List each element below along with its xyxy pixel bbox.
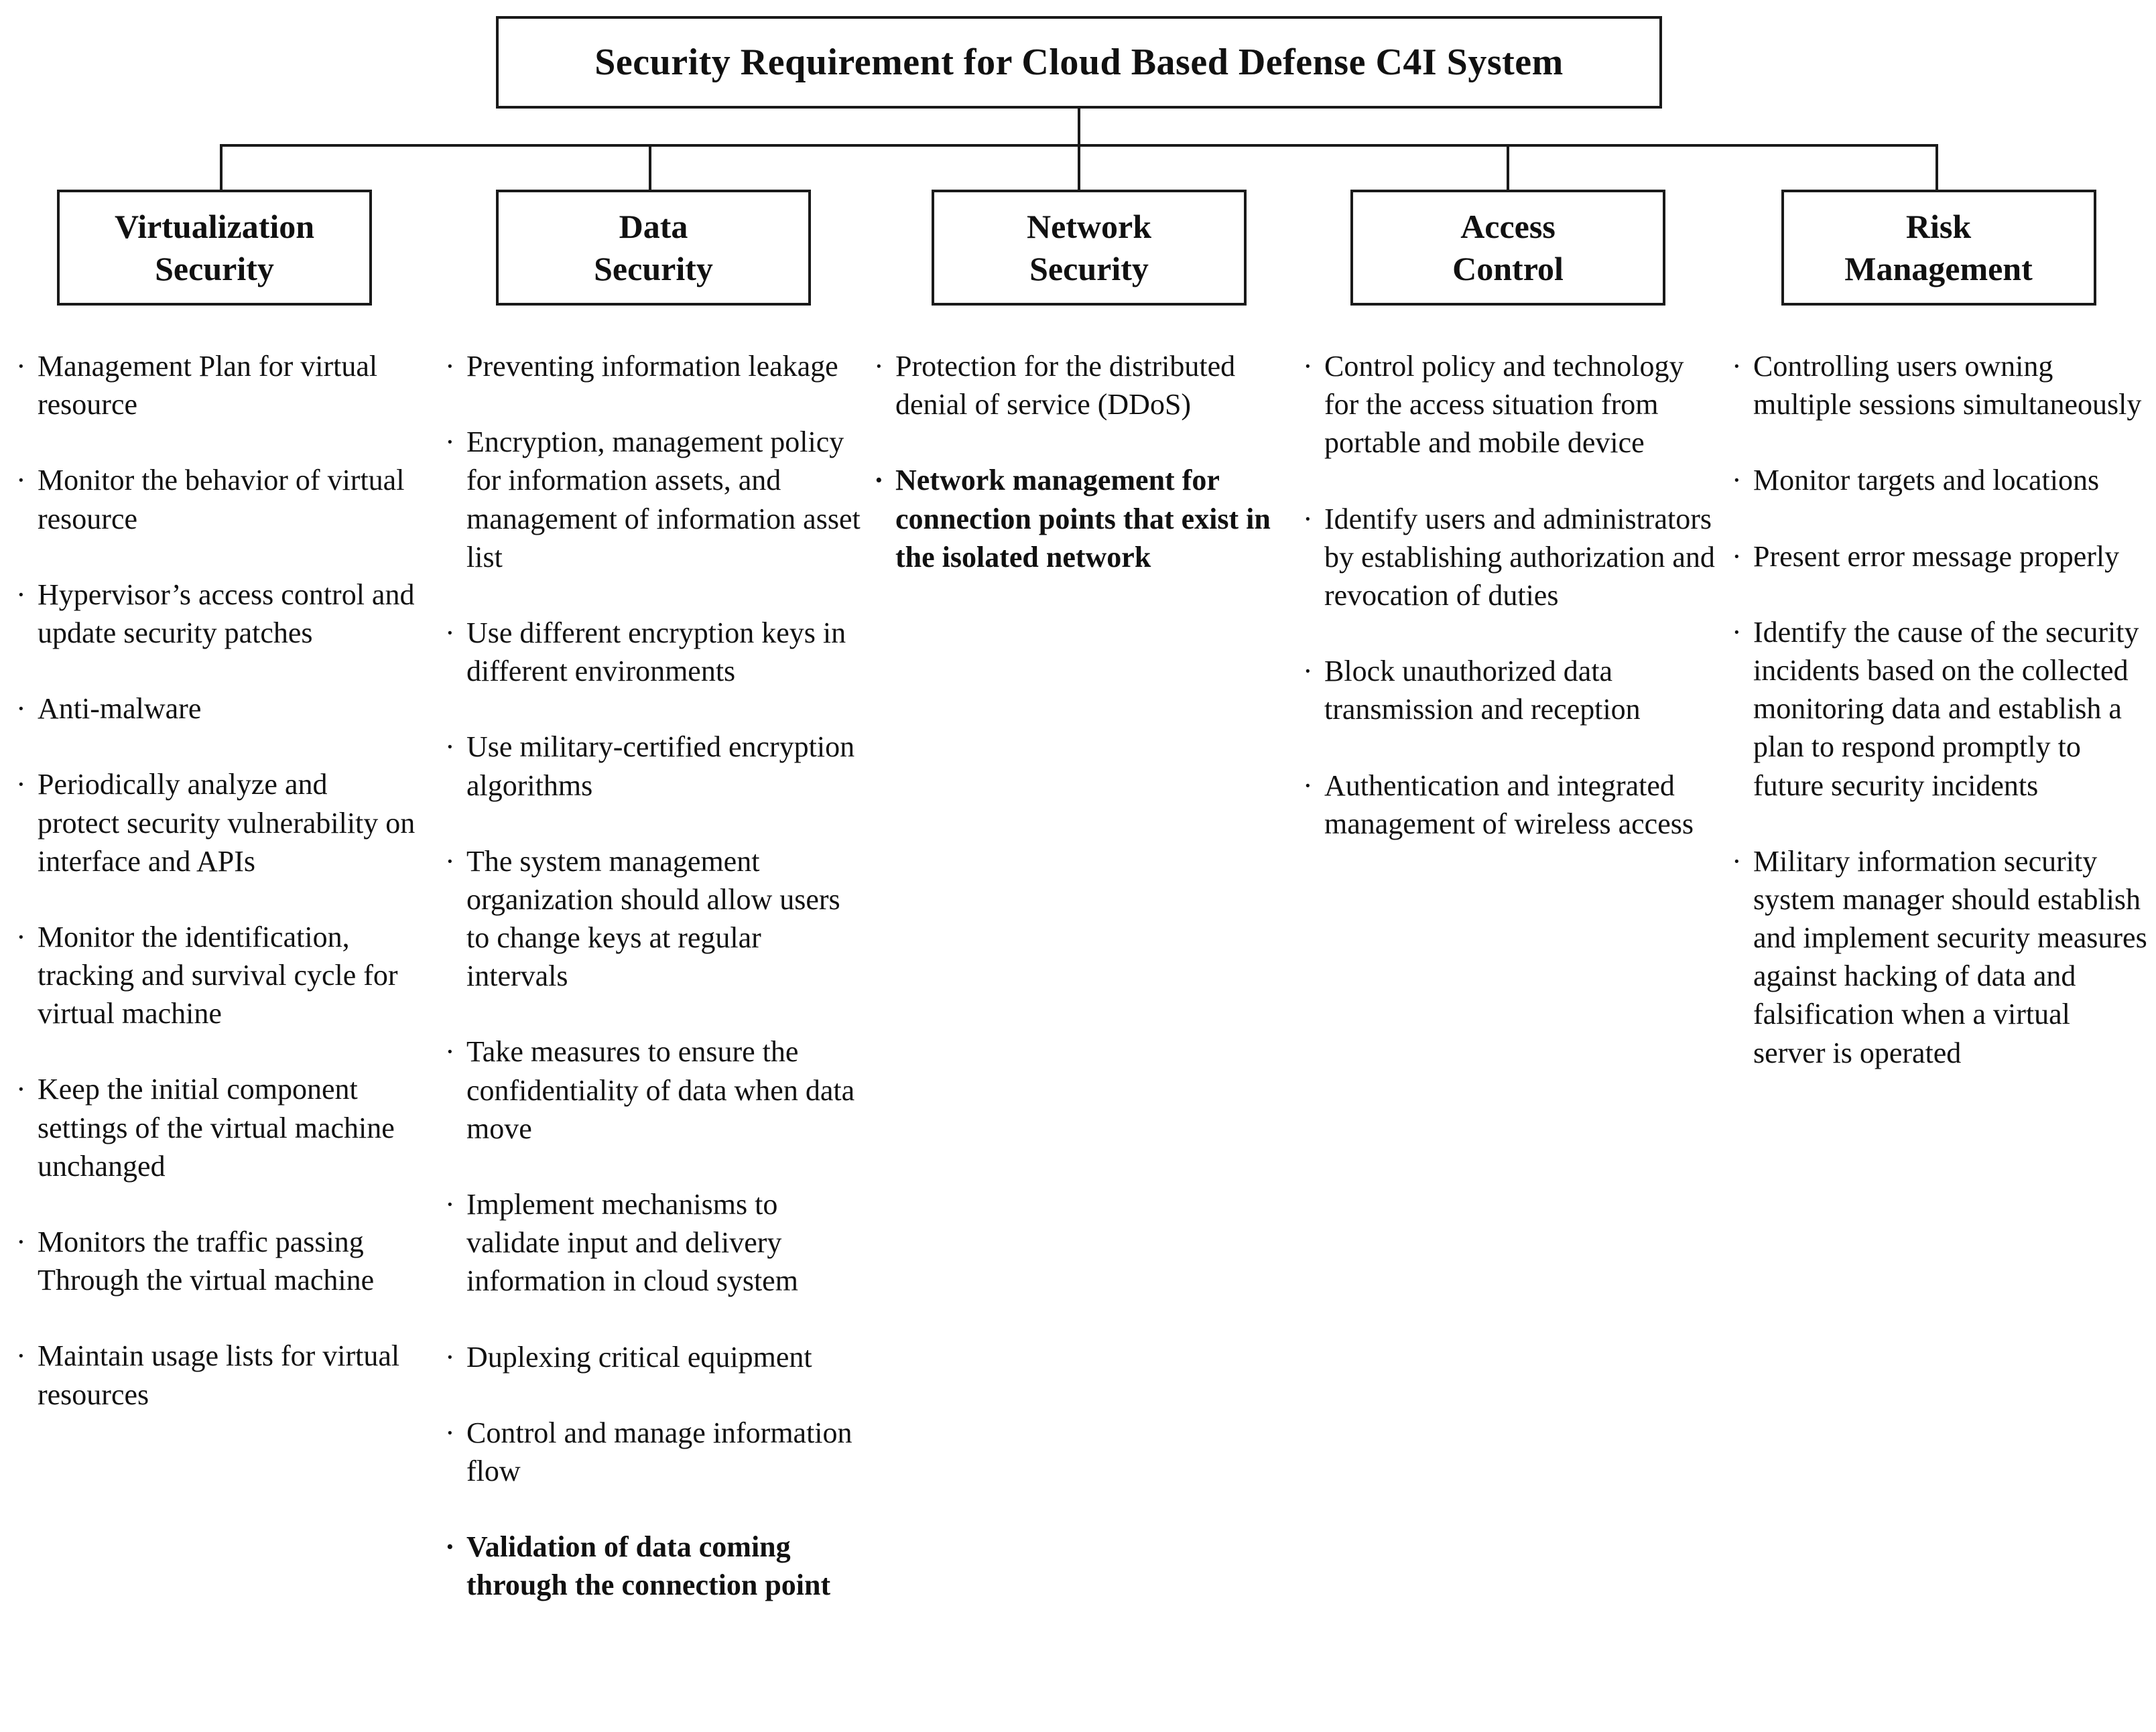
bullet-item: · Present error message properly	[1729, 537, 2148, 576]
header-line: Access	[1460, 208, 1556, 245]
bullet-item-bold: · Validation of data coming through the connection point	[442, 1528, 865, 1604]
connector-stub-network	[1078, 144, 1080, 190]
bullet-item: · Take measures to ensure the confidentiality of data when data move	[442, 1032, 865, 1148]
header-line: Control	[1452, 249, 1564, 287]
column-header-data-security	[496, 190, 811, 306]
column-risk-management	[1729, 190, 2148, 1110]
bullet-item: · Military information security system manager should establish and implement security measures against hacking of data and falsification when a virtual server is operated	[1729, 842, 2148, 1072]
bullet-item: · Duplexing critical equipment	[442, 1338, 865, 1376]
bullet-item: · Controlling users owning multiple sessions simultaneously	[1729, 347, 2148, 423]
bullet-item: · Encryption, management policy for information assets, and management of information asset list	[442, 423, 865, 576]
bullet-list-data-security	[442, 347, 865, 1605]
column-header-risk-management	[1781, 190, 2096, 306]
column-header-network-security	[932, 190, 1247, 306]
bullet-item: · Implement mechanisms to validate input and delivery information in cloud system	[442, 1185, 865, 1301]
header-line: Security	[155, 249, 274, 287]
bullet-item-bold: · Network management for connection points that exist in the isolated network	[871, 461, 1307, 576]
header-line: Security	[1029, 249, 1149, 287]
bullet-list-access-control	[1300, 347, 1716, 843]
bullet-item: · Use military-certified encryption algorithms	[442, 728, 865, 804]
connector-stub-virtualization	[220, 144, 223, 190]
bullet-item: · Monitors the traffic passing Through the virtual machine	[13, 1223, 416, 1299]
bullet-item: · Authentication and integrated management of wireless access	[1300, 767, 1716, 843]
bullet-list-virtualization-security	[13, 347, 416, 1414]
connector-title-stub	[1078, 109, 1080, 144]
diagram-title-box	[496, 16, 1662, 109]
bullet-item: · Keep the initial component settings of the virtual machine unchanged	[13, 1070, 416, 1185]
bullet-item: · The system management organization should allow users to change keys at regular intervals	[442, 842, 865, 996]
connector-stub-data	[649, 144, 651, 190]
column-virtualization-security	[13, 190, 416, 1451]
diagram-title: Security Requirement for Cloud Based Defense C4I System	[594, 42, 1564, 83]
connector-stub-access	[1507, 144, 1509, 190]
column-network-security	[871, 190, 1307, 614]
header-line: Risk	[1905, 208, 1972, 245]
bullet-item: · Anti-malware	[13, 689, 416, 728]
bullet-item: · Hypervisor’s access control and update security patches	[13, 576, 416, 652]
column-access-control	[1300, 190, 1716, 880]
header-line: Security	[594, 249, 713, 287]
column-header-virtualization-security	[57, 190, 372, 306]
bullet-item: · Use different encryption keys in different environments	[442, 614, 865, 690]
column-data-security	[442, 190, 865, 1642]
bullet-item: · Identify the cause of the security incidents based on the collected monitoring data and establish a plan to respond promptly to future security incidents	[1729, 613, 2148, 805]
bullet-list-network-security	[871, 347, 1307, 576]
bullet-item: · Periodically analyze and protect security vulnerability on interface and APIs	[13, 765, 416, 880]
connector-stub-risk	[1936, 144, 1938, 190]
bullet-item: · Monitor the behavior of virtual resource	[13, 461, 416, 537]
bullet-item: · Monitor targets and locations	[1729, 461, 2148, 499]
bullet-item: · Block unauthorized data transmission and reception	[1300, 652, 1716, 728]
bullet-item: · Identify users and administrators by establishing authorization and revocation of duties	[1300, 500, 1716, 615]
header-line: Virtualization	[114, 208, 315, 245]
bullet-item: · Control and manage information flow	[442, 1414, 865, 1490]
bullet-item: · Protection for the distributed denial of service (DDoS)	[871, 347, 1307, 423]
bullet-item: · Monitor the identification, tracking and survival cycle for virtual machine	[13, 918, 416, 1033]
bullet-list-risk-management	[1729, 347, 2148, 1072]
header-line: Data	[619, 208, 688, 245]
bullet-item: · Preventing information leakage	[442, 347, 865, 385]
bullet-item: · Management Plan for virtual resource	[13, 347, 416, 423]
bullet-item: · Maintain usage lists for virtual resources	[13, 1337, 416, 1413]
column-header-access-control	[1350, 190, 1665, 306]
header-line: Network	[1026, 208, 1152, 245]
header-line: Management	[1844, 249, 2033, 287]
bullet-item: · Control policy and technology for the access situation from portable and mobile device	[1300, 347, 1716, 462]
